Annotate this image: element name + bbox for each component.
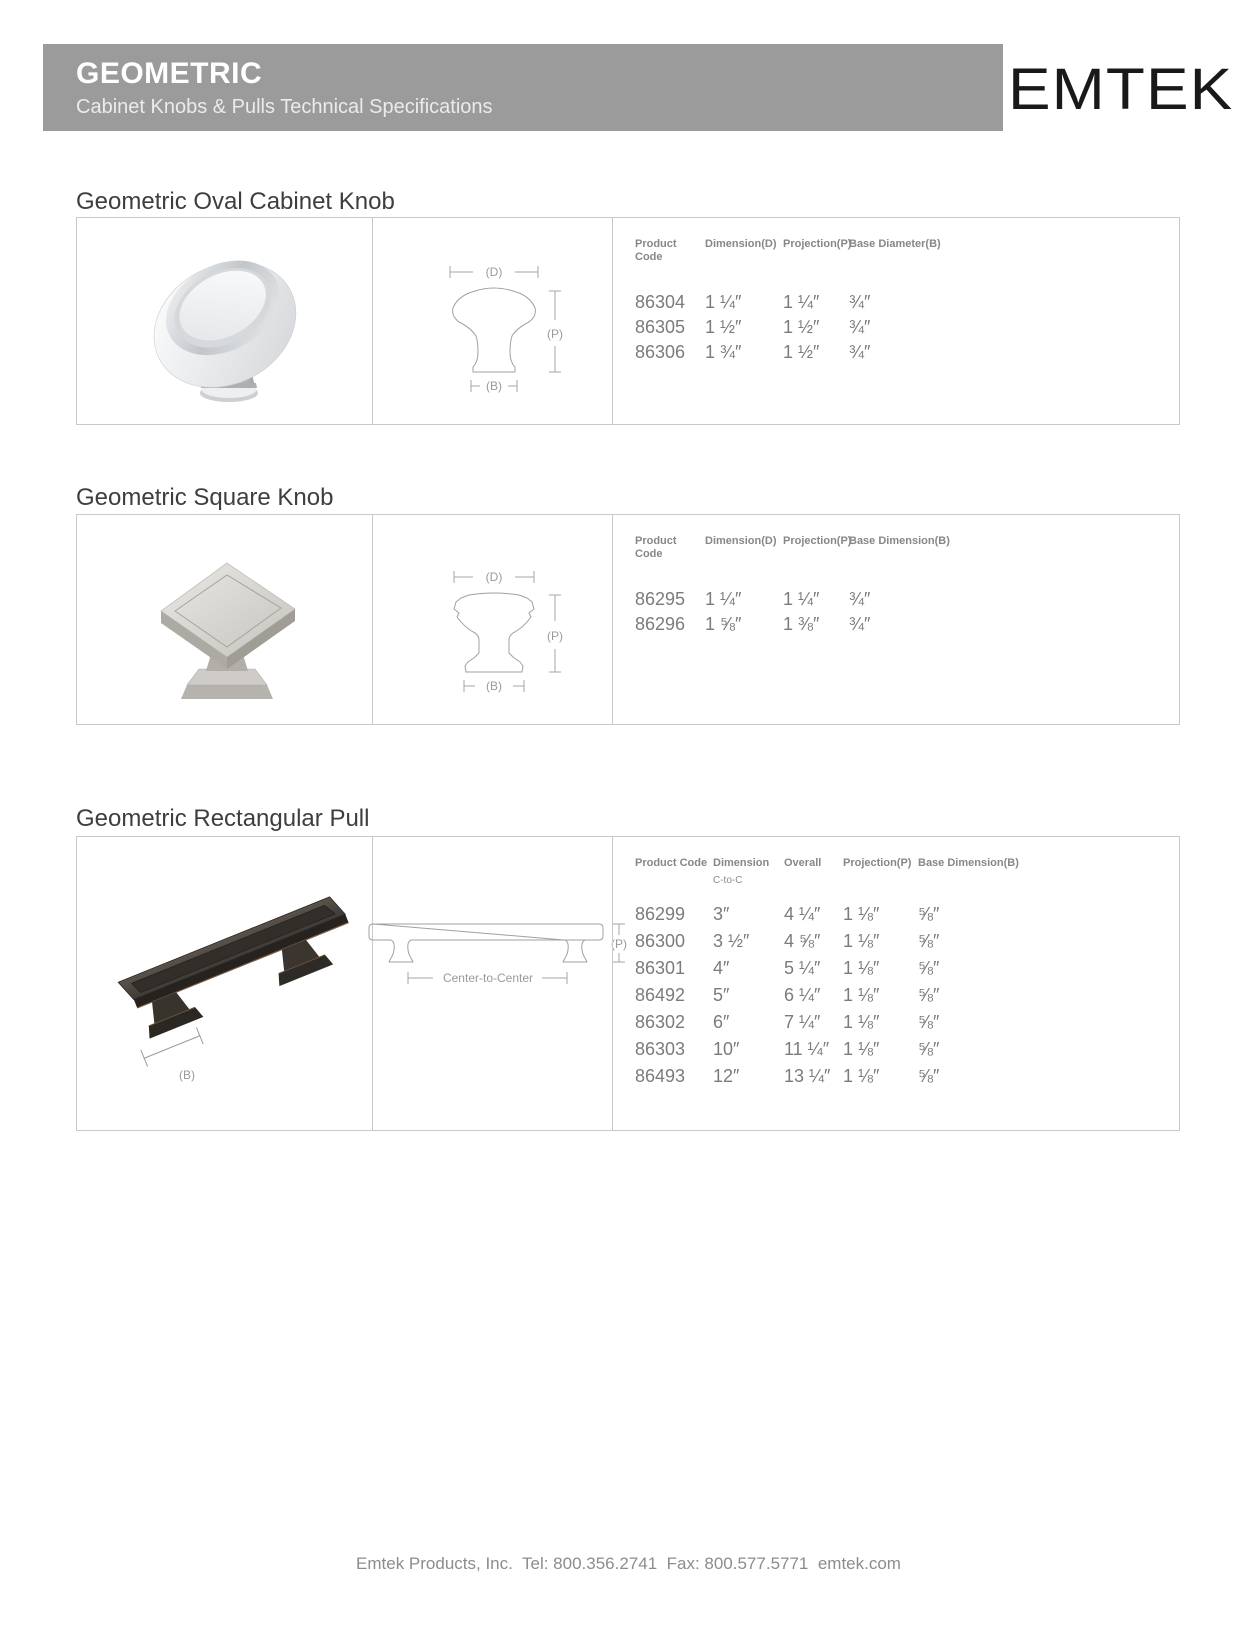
- table-cell: 6 ¼″: [784, 985, 821, 1005]
- table-cell: 13 ¼″: [784, 1066, 831, 1086]
- column-header: Projection(P): [783, 238, 852, 250]
- page-subtitle: Cabinet Knobs & Pulls Technical Specifications: [76, 96, 493, 118]
- table-cell: 1 ½″: [783, 342, 820, 362]
- table-row: [635, 315, 1169, 340]
- table-cell: ⅝″: [918, 958, 940, 978]
- table-row: [635, 901, 1169, 928]
- emtek-logo: EMTEK: [1008, 57, 1234, 122]
- satin-nickel-square-knob-photo: [127, 535, 327, 715]
- column-header-line2: C-to-C: [713, 875, 743, 886]
- table-cell: ⅝″: [918, 904, 940, 924]
- table-cell: 11 ¼″: [784, 1039, 830, 1059]
- table-cell: ⅝″: [918, 1039, 940, 1059]
- column-header: Base Dimension(B): [849, 535, 950, 547]
- table-cell: 5″: [713, 985, 730, 1005]
- table-cell: 86306: [635, 342, 686, 362]
- diagram-cell: [372, 218, 612, 424]
- table-row: [635, 612, 1169, 637]
- diagram-cell: [372, 837, 627, 1130]
- table-row: [635, 587, 1169, 612]
- projection-p-label: (P): [547, 327, 563, 341]
- table-header-row: [635, 535, 1169, 561]
- column-header: Projection(P): [783, 535, 852, 547]
- table-cell: 3 ½″: [713, 931, 750, 951]
- table-header-row: [635, 857, 1169, 887]
- table-cell: 1 ¼″: [783, 292, 820, 312]
- column-header: Base Dimension(B): [918, 857, 1019, 869]
- projection-p-label: (P): [611, 937, 627, 951]
- table-body: [635, 587, 1169, 637]
- table-cell: 7 ¼″: [784, 1012, 821, 1032]
- table-cell: 86492: [635, 985, 686, 1005]
- table-cell: 4 ⅝″: [784, 931, 821, 951]
- footer-text: Emtek Products, Inc. Tel: 800.356.2741 Fax: 800.577.5771 emtek.com: [356, 1554, 901, 1573]
- table-cell: 1 ⅛″: [843, 931, 880, 951]
- table-body: [635, 290, 1169, 365]
- bronze-rectangular-pull-photo: [107, 867, 367, 1087]
- table-cell: 86302: [635, 1012, 686, 1032]
- table-cell: 1 ⅛″: [843, 1012, 880, 1032]
- column-header: Product Code: [635, 857, 708, 869]
- column-header: Projection(P): [843, 857, 912, 869]
- header-bar: [43, 44, 1003, 131]
- table-cell: 1 ¼″: [783, 589, 820, 609]
- column-header-line1: Dimension: [713, 857, 770, 869]
- chrome-oval-knob-photo: [124, 243, 324, 413]
- table-cell: ⅝″: [918, 985, 940, 1005]
- table-row: [635, 340, 1169, 365]
- table-cell: 1 ⅛″: [843, 1039, 880, 1059]
- table-cell: 86295: [635, 589, 686, 609]
- table-cell: 3″: [713, 904, 730, 924]
- table-row: [635, 1036, 1169, 1063]
- column-header: Base Diameter(B): [849, 238, 941, 250]
- table-cell: ¾″: [849, 614, 871, 634]
- spec-table-square-knob: [612, 515, 1179, 724]
- table-cell: ¾″: [849, 589, 871, 609]
- table-cell: 86299: [635, 904, 686, 924]
- table-cell: 1 ⅛″: [843, 904, 880, 924]
- table-cell: 4 ¼″: [784, 904, 821, 924]
- table-cell: 86303: [635, 1039, 686, 1059]
- rectangular-pull-diagram: [361, 904, 631, 1019]
- table-cell: 1 ¼″: [705, 292, 742, 312]
- dimension-d-label: (D): [485, 570, 503, 584]
- table-cell: ¾″: [849, 317, 871, 337]
- column-header: Product Code: [635, 238, 677, 263]
- table-cell: 4″: [713, 958, 730, 978]
- column-header: [713, 857, 784, 887]
- table-cell: 12″: [713, 1066, 740, 1086]
- table-cell: 1 ½″: [783, 317, 820, 337]
- diagram-cell: [372, 515, 612, 724]
- table-cell: ⅝″: [918, 1012, 940, 1032]
- table-cell: 86493: [635, 1066, 686, 1086]
- table-cell: 86301: [635, 958, 686, 978]
- base-b-label: (B): [486, 679, 502, 693]
- column-header: Overall: [784, 857, 822, 869]
- page-title: GEOMETRIC: [76, 57, 263, 90]
- table-cell: 1 ¾″: [705, 342, 742, 362]
- table-cell: 6″: [713, 1012, 730, 1032]
- product-photo-cell: [77, 218, 372, 424]
- spec-table-rectangular-pull: [612, 837, 1179, 1130]
- column-header: Dimension(D): [705, 238, 777, 250]
- section-title-rectangular-pull: Geometric Rectangular Pull: [76, 805, 370, 832]
- table-cell: 1 ½″: [705, 317, 742, 337]
- column-header: Dimension(D): [705, 535, 777, 547]
- base-b-label: (B): [486, 379, 502, 393]
- table-body: [635, 901, 1169, 1090]
- table-cell: ¾″: [849, 292, 871, 312]
- table-cell: 86305: [635, 317, 686, 337]
- table-cell: ¾″: [849, 342, 871, 362]
- section-title-oval-knob: Geometric Oval Cabinet Knob: [76, 188, 395, 215]
- table-header-row: [635, 238, 1169, 264]
- center-to-center-label: Center-to-Center: [442, 971, 534, 985]
- table-cell: 1 ⅛″: [843, 1066, 880, 1086]
- table-cell: 5 ¼″: [784, 958, 821, 978]
- table-cell: 1 ⅝″: [705, 614, 742, 634]
- square-knob-diagram: [409, 565, 579, 705]
- column-header: Product Code: [635, 535, 677, 560]
- dimension-d-label: (D): [485, 265, 503, 279]
- table-cell: ⅝″: [918, 931, 940, 951]
- table-row: [635, 290, 1169, 315]
- spec-box-rectangular-pull: [76, 836, 1180, 1131]
- section-title-square-knob: Geometric Square Knob: [76, 484, 334, 511]
- spec-table-oval-knob: [612, 218, 1179, 424]
- table-cell: 86304: [635, 292, 686, 312]
- table-cell: 86296: [635, 614, 686, 634]
- spec-box-oval-knob: [76, 217, 1180, 425]
- table-cell: 10″: [713, 1039, 740, 1059]
- table-cell: 1 ⅜″: [783, 614, 820, 634]
- table-cell: 86300: [635, 931, 686, 951]
- spec-box-square-knob: [76, 514, 1180, 725]
- table-row: [635, 1009, 1169, 1036]
- table-cell: ⅝″: [918, 1066, 940, 1086]
- table-row: [635, 955, 1169, 982]
- oval-knob-diagram: [409, 260, 579, 400]
- projection-p-label: (P): [547, 629, 563, 643]
- table-row: [635, 982, 1169, 1009]
- table-row: [635, 928, 1169, 955]
- table-cell: 1 ¼″: [705, 589, 742, 609]
- table-cell: 1 ⅛″: [843, 958, 880, 978]
- table-row: [635, 1063, 1169, 1090]
- product-photo-cell: [77, 515, 372, 724]
- table-cell: 1 ⅛″: [843, 985, 880, 1005]
- base-b-label: (B): [179, 1068, 195, 1082]
- product-photo-cell: [77, 837, 372, 1130]
